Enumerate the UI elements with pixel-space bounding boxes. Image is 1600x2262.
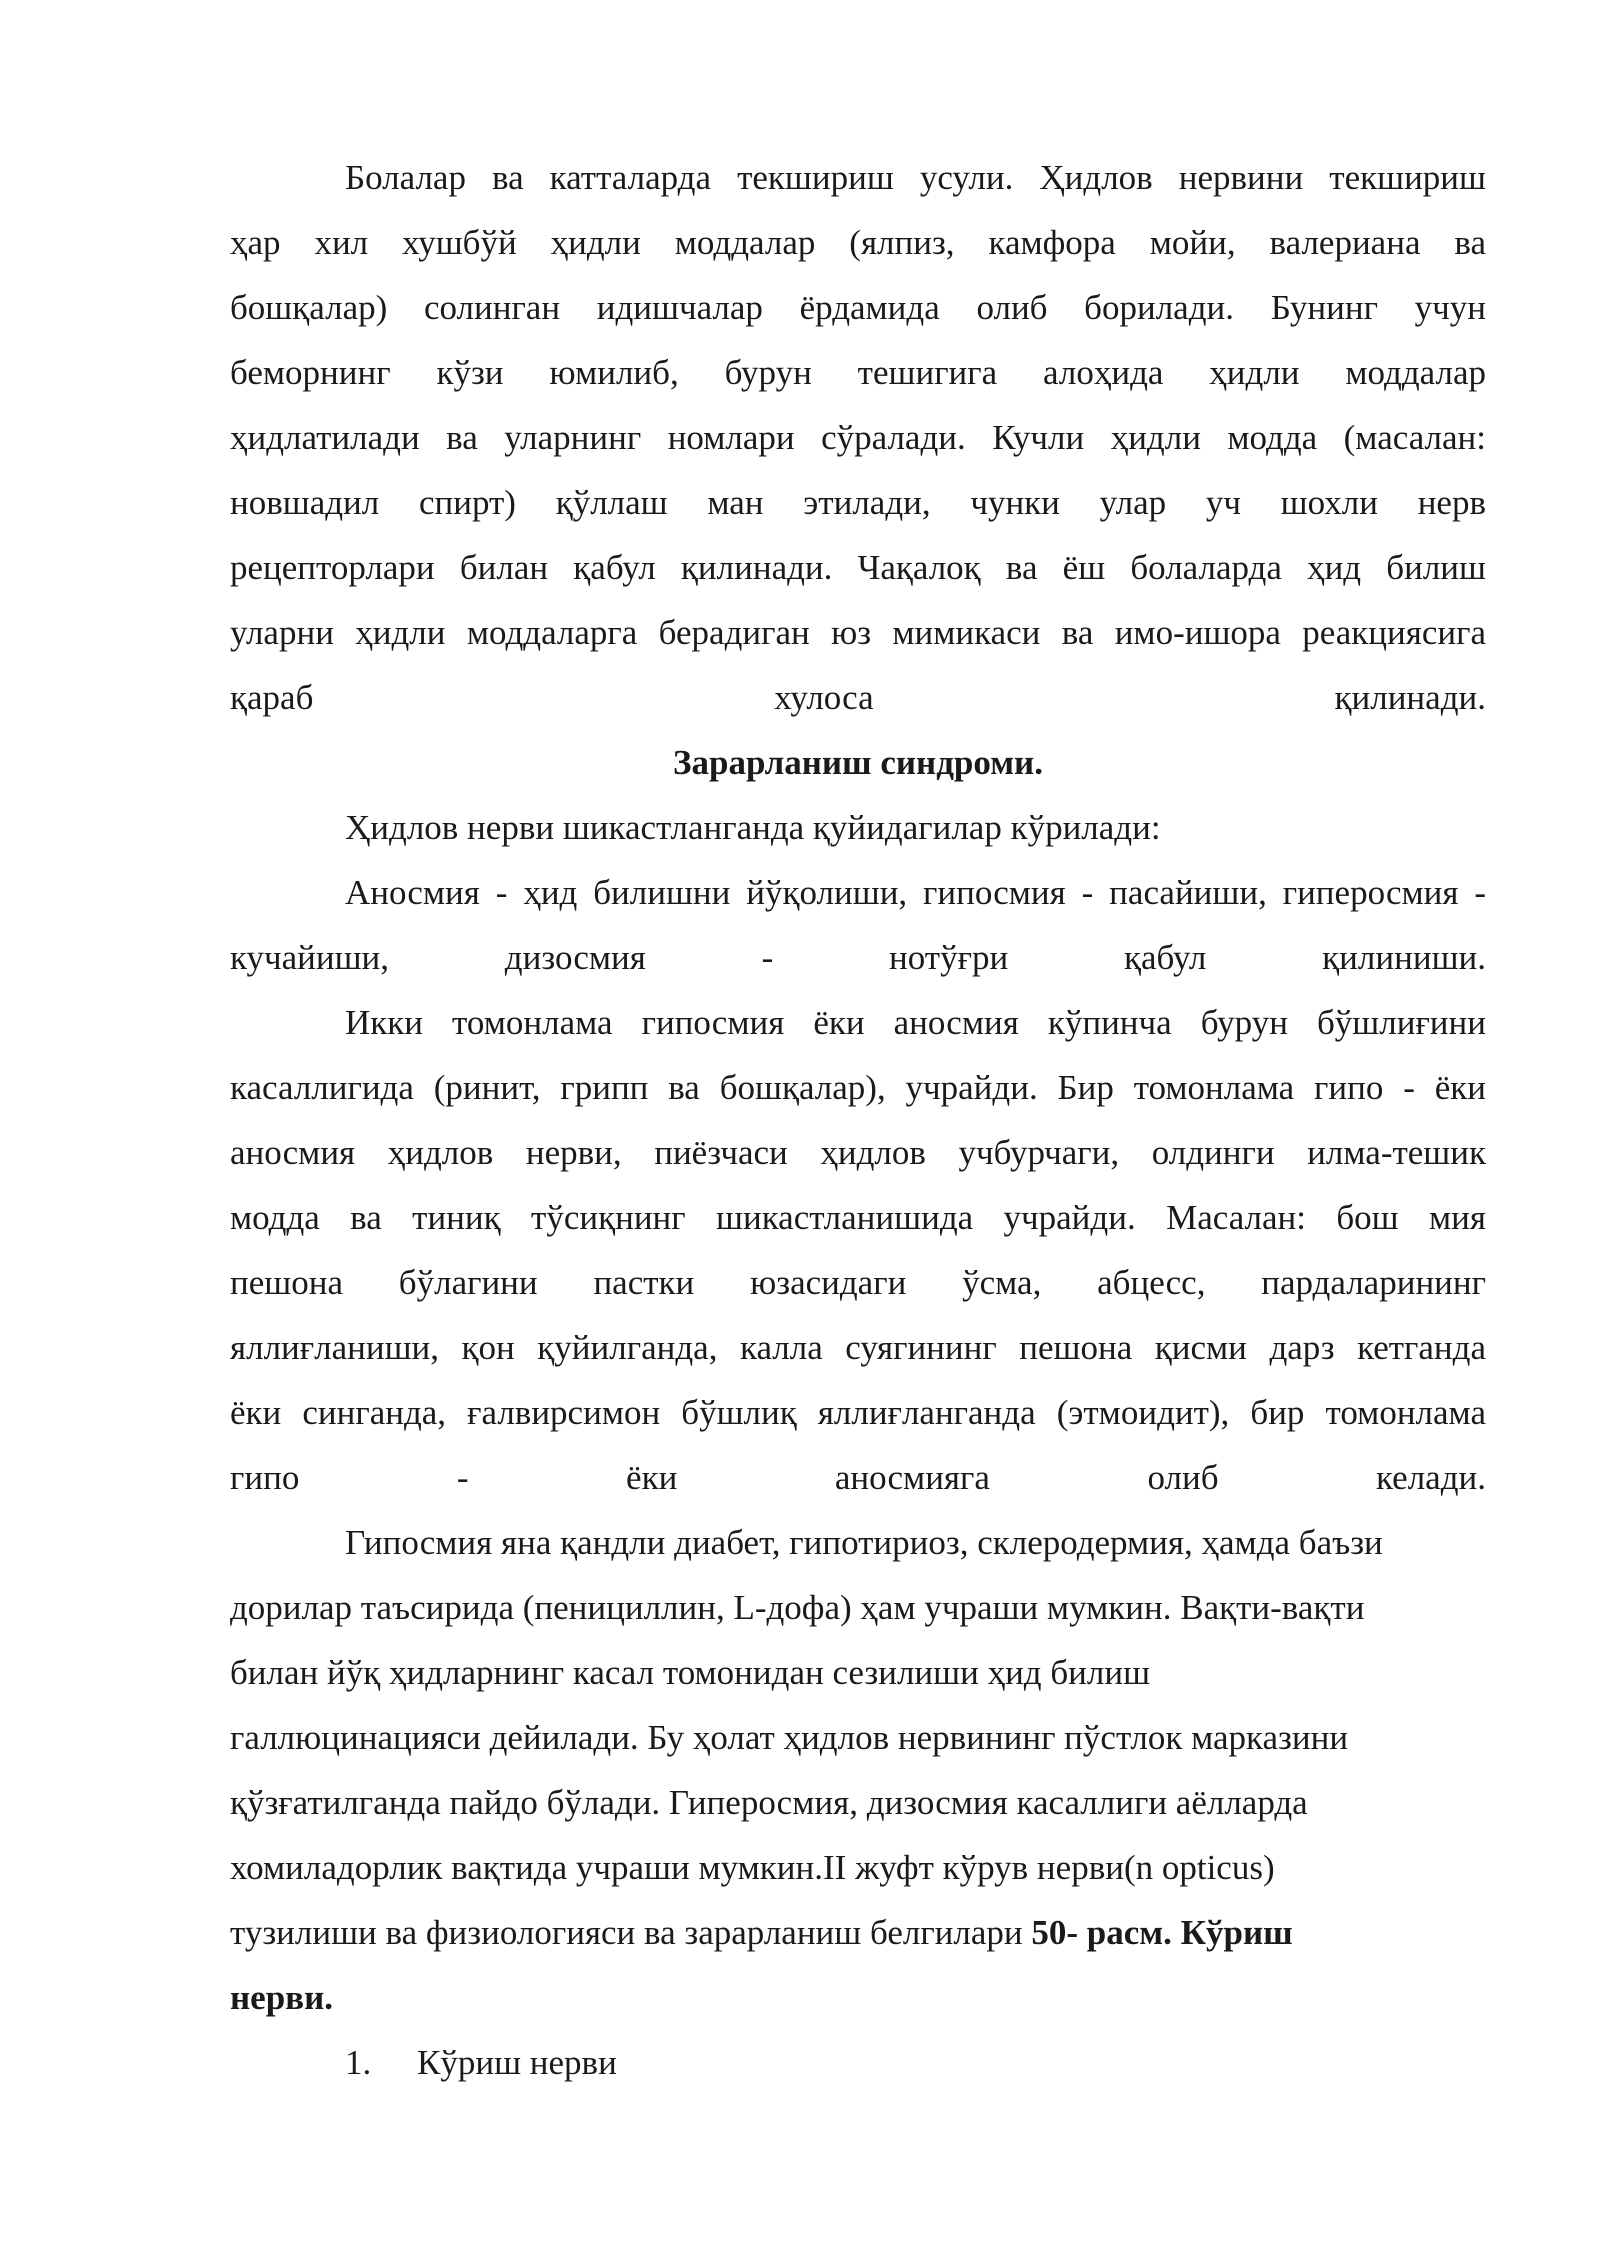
list-item [345,2030,617,2095]
text-line: касаллигида (ринит, грипп ва бошқалар), учрайди. Бир томонлама гипо - ёки [230,1068,1486,1107]
figure-caption: 50- расм. Кўриш [1031,1913,1293,1952]
paragraph-anosmia-definitions [230,860,1486,990]
figure-caption-continued: нерви. [230,1978,333,2017]
text-line: Болалар ва катталарда текшириш усули. Ҳидлов нервини текшириш [345,158,1486,197]
text-line: ҳар хил хушбўй ҳидли моддалар (ялпиз, камфора мойи, валериана ва [230,223,1486,262]
paragraph-bilateral-hyposmia [230,990,1486,1510]
text-line: қараб хулоса қилинади. [230,678,1486,717]
list-text: Кўриш нерви [417,2043,617,2082]
list-number: 1. [345,2043,372,2082]
text-line: бошқалар) солинган идишчалар ёрдамида олиб борилади. Бунинг учун [230,288,1486,327]
text-line: Икки томонлама гипосмия ёки аносмия кўпинча бурун бўшлиғини [345,1003,1486,1042]
text-line: аносмия ҳидлов нерви, пиёзчаси ҳидлов учбурчаги, олдинги илма-тешик [230,1133,1486,1172]
text-line: билан йўқ ҳидларнинг касал томонидан сезилиши ҳид билиш [230,1653,1151,1692]
section-heading: Зарарланиш синдроми. [673,743,1043,782]
text-line: қўзғатилганда пайдо бўлади. Гиперосмия, дизосмия касаллиги аёлларда [230,1783,1308,1822]
text-line: яллиғланиши, қон қуйилганда, калла суягининг пешона қисми дарз кетганда [230,1328,1486,1367]
text-line: кучайиши, дизосмия - нотўғри қабул қилиниши. [230,938,1486,977]
text-line: новшадил спирт) қўллаш ман этилади, чунки улар уч шохли нерв [230,483,1486,522]
text-line: рецепторлари билан қабул қилинади. Чақалоқ ва ёш болаларда ҳид билиш [230,548,1486,587]
text-line: тузилиши ва физиологияси ва зарарланиш белгилари [230,1913,1032,1952]
text-line: дорилар таъсирида (пенициллин, L-дофа) ҳам учраши мумкин. Вақти-вақти [230,1588,1365,1627]
text-line: хомиладорлик вақтида учраши мумкин.II жуфт кўрув нерви(n opticus) [230,1848,1275,1887]
text-line: ёки синганда, ғалвирсимон бўшлиқ яллиғланганда (этмоидит), бир томонлама [230,1393,1486,1432]
text-line: беморнинг кўзи юмилиб, бурун тешигига алоҳида ҳидли моддалар [230,353,1486,392]
paragraph-damage-intro: Ҳидлов нерви шикастланганда қуйидагилар кўрилади: [345,808,1161,847]
text-line: ҳидлатилади ва уларнинг номлари сўралади. Кучли ҳидли модда (масалан: [230,418,1486,457]
text-line: пешона бўлагини пастки юзасидаги ўсма, абцесс, пардаларининг [230,1263,1486,1302]
text-line: Аносмия - ҳид билишни йўқолиши, гипосмия - пасайиши, гиперосмия - [345,873,1486,912]
text-line: модда ва тиниқ тўсиқнинг шикастланишида учрайди. Масалан: бош мия [230,1198,1486,1237]
text-line: Гипосмия яна қандли диабет, гипотириоз, склеродермия, ҳамда баъзи [345,1523,1383,1562]
text-line: уларни ҳидли моддаларга берадиган юз мимикаси ва имо-ишора реакциясига [230,613,1486,652]
paragraph-hyposmia-causes [230,1510,1486,2030]
text-line: галлюцинацияси дейилади. Бу ҳолат ҳидлов нервининг пўстлок марказини [230,1718,1349,1757]
text-line: гипо - ёки аносмияга олиб келади. [230,1458,1486,1497]
paragraph-examination-method [230,145,1486,730]
